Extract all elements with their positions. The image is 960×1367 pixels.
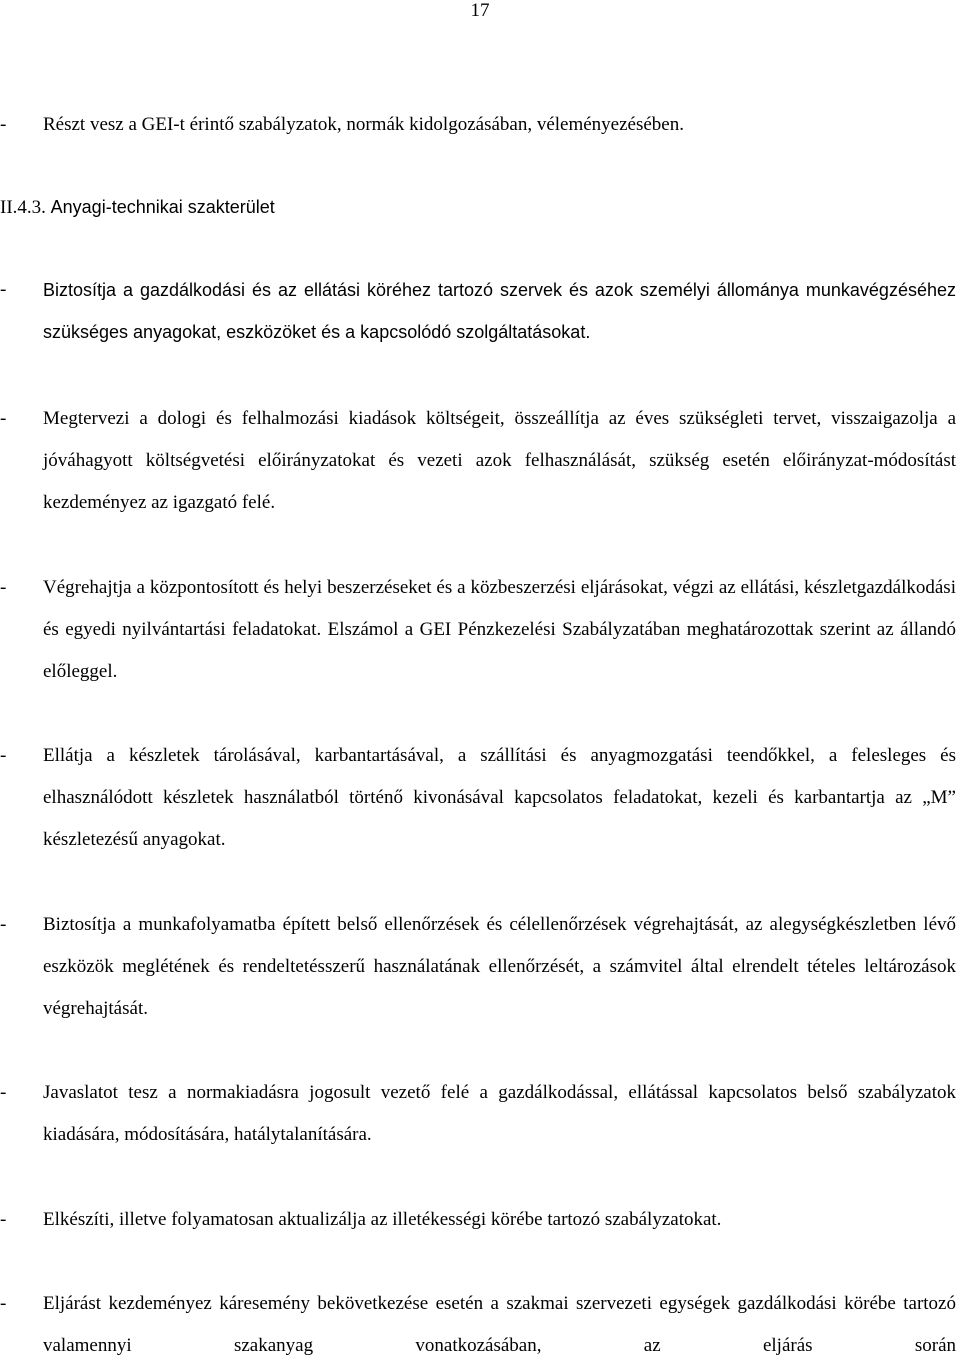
- list-item-text: Biztosítja a munkafolyamatba épített belső ellenőrzések és célellenőrzések végrehajtását, az alegységkészletben lévő eszközök meglétének és rendeltetésszerű használatának ellenőrzését, a számvitel által elrendelt tételes leltározások végrehajtását.: [43, 914, 956, 1019]
- list-item-text: Biztosítja a gazdálkodási és az ellátási köréhez tartozó szervek és azok személyi állománya munkavégzéséhez szükséges anyagokat, eszközöket és a kapcsolódó szolgáltatásokat.: [43, 280, 956, 342]
- list-item-text: Javaslatot tesz a normakiadásra jogosult vezető felé a gazdálkodással, ellátással kapcsolatos belső szabályzatok kiadására, módosítására, hatálytalanítására.: [43, 1082, 956, 1145]
- list-item-text: Eljárást kezdeményez káresemény bekövetkezése esetén a szakmai szervezeti egységek gazdálkodási körébe tartozó valamennyi szakanyag vonatkozásában, az eljárás során: [43, 1293, 956, 1356]
- section-heading: [0, 192, 275, 223]
- list-dash: -: [0, 1293, 7, 1314]
- list-item-text: Részt vesz a GEI-t érintő szabályzatok, normák kidolgozásában, véleményezésében.: [43, 114, 684, 135]
- list-dash: -: [0, 279, 7, 300]
- list-item-text: Elkészíti, illetve folyamatosan aktualizálja az illetékességi körébe tartozó szabályzatokat.: [43, 1209, 722, 1230]
- section-number: II.4.3.: [0, 197, 46, 218]
- list-item-text: Végrehajtja a központosított és helyi beszerzéseket és a közbeszerzési eljárásokat, végzi az ellátási, készletgazdálkodási és egyedi nyilvántartási feladatokat. Elszámol a GEI Pénzkezelési Szabályzatában meghatározottak szerint az állandó előleggel.: [43, 577, 956, 682]
- section-title: Anyagi-technikai szakterület: [50, 197, 275, 217]
- list-dash: -: [0, 914, 7, 935]
- list-dash: -: [0, 577, 7, 598]
- list-item-text: Megtervezi a dologi és felhalmozási kiadások költségeit, összeállítja az éves szükségleti tervet, visszaigazolja a jóváhagyott költségvetési előirányzatokat és vezeti azok felhasználását, szükség esetén előirányzat-módosítást kezdeményez az igazgató felé.: [43, 408, 956, 513]
- list-dash: -: [0, 1082, 7, 1103]
- list-dash: -: [0, 745, 7, 766]
- list-item-text: Ellátja a készletek tárolásával, karbantartásával, a szállítási és anyagmozgatási teendőkkel, a felesleges és elhasználódott készletek használatból történő kivonásával kapcsolatos feladatokat, kezeli és karbantartja az „M” készletezésű anyagokat.: [43, 745, 956, 850]
- page-number: 17: [470, 0, 490, 21]
- list-dash: -: [0, 114, 7, 135]
- list-dash: -: [0, 408, 7, 429]
- list-dash: -: [0, 1209, 7, 1230]
